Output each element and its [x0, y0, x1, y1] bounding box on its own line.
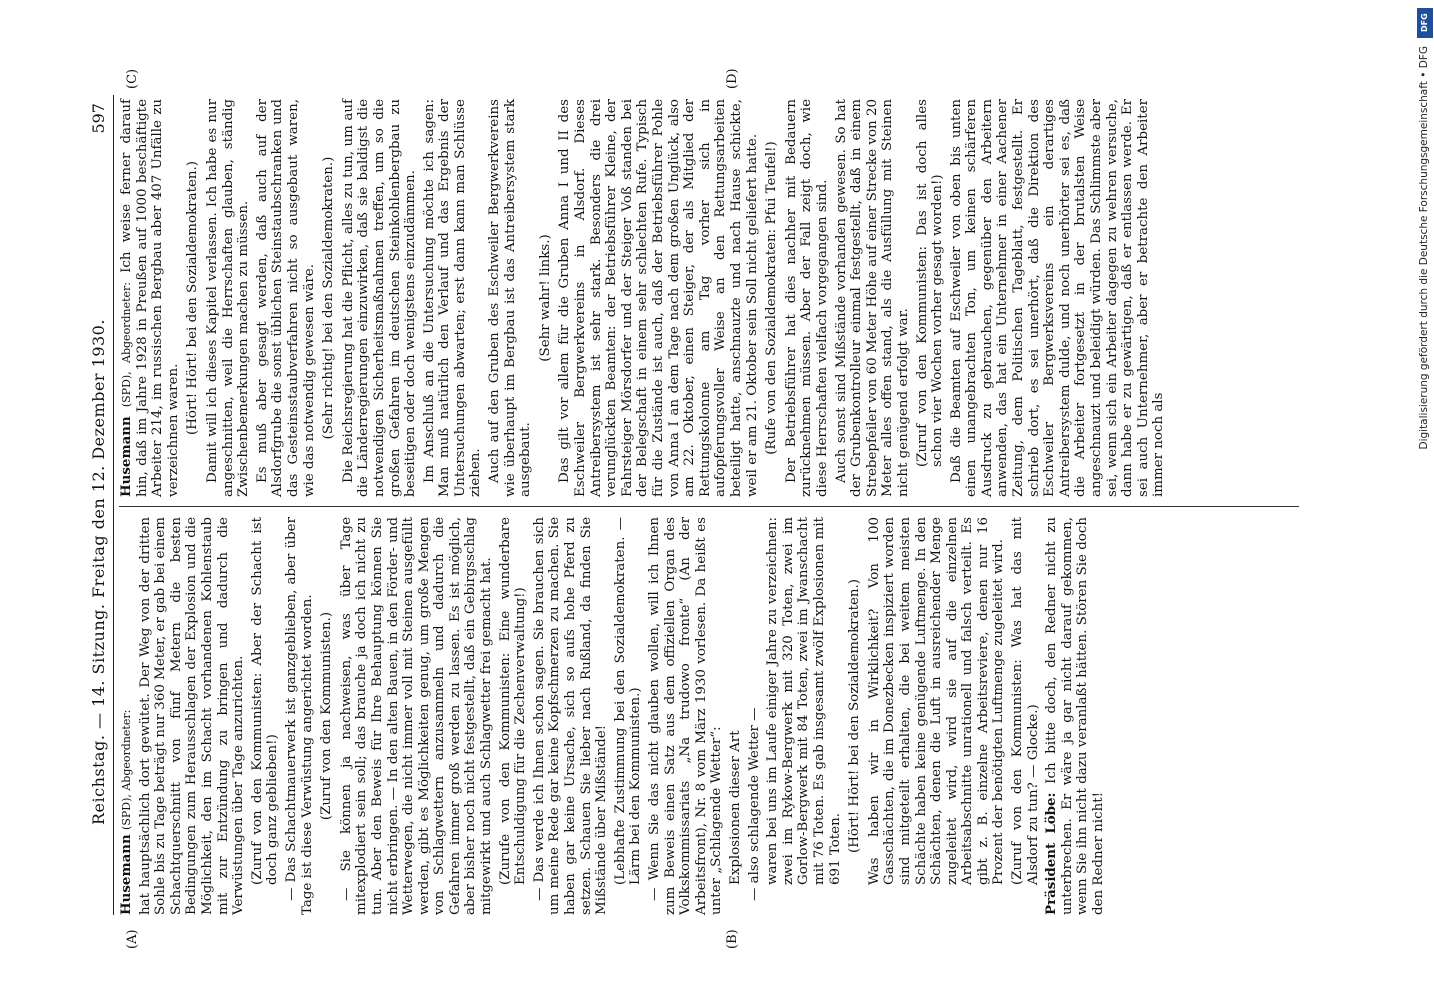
- paragraph: Das gilt vor allem für die Gruben Anna I und II des Eschweiler Bergwerkvereins in Alsdorf. Dieses Antreibersystem ist sehr stark. Besonders die drei verunglückten Beamten: der Betriebsführer Kleine, der Fahrsteiger Mörsdorfer und der Steiger Voß standen bei der Belegschaft in einem sehr schlechten Rufe. Typisch für die Zustände ist auch, daß der Betriebsführer Pohle von Anna I an dem Tage nach dem großen Unglück, also am 22. Oktober, einen Steiger, der als Mitglied der Rettungskolonne am Tag vorher sich in aufopferungsvoller Weise an den Rettungsarbeiten beteiligt hatte, anschnauzte und nach Hause schickte, weil er am 21. Oktober sein Soll nicht geliefert hatte.: [557, 99, 760, 497]
- interjection: (Lebhafte Zustimmung bei den Sozialdemokraten. — Lärm bei den Kommunisten.): [612, 517, 644, 885]
- quote-line: Explosionen dieser Art: [727, 730, 743, 885]
- paragraph: Im Anschluß an die Untersuchung möchte ich sagen: Man muß natürlich den Verlauf und das Ergebnis der Untersuchungen abwarten; erst dann kann man Schlüsse ziehen.: [421, 99, 484, 497]
- paragraph: Die Reichsregierung hat die Pflicht, alles zu tun, um auf die Länderregierungen einzuwirken, daß sie baldigst die notwendigen Sicherheitsmaßnahmen treffen, um so die großen Gefahren im deutschen Steinkohlenbergbau zu beseitigen oder doch wenigstens einzudämmen.: [340, 99, 419, 497]
- paragraph: Daß die Beamten auf Eschweiler von oben bis unten einen unangebrachten Ton, um keinen schärferen Ausdruck zu gebrauchen, gegenüber den Arbeitern anwenden, das hat ein Unternehmer in einer Aachener Zeitung, dem Politischen Tageblatt, festgestellt. Er schrieb dort, es sei unerhört, daß die Direktion des Eschweiler Bergwerksvereins ein derartiges Antreibersystem dulde, und noch unerhörter sei es, daß die Arbeiter fortgesetzt in der brutalsten Weise angeschnauzt und beleidigt würden. Das Schlimmste aber sei, wenn sich ein Arbeiter dagegen zu wehren versuche, dann habe er zu gewärtigen, daß er entlassen werde. Er sei auch Unternehmer, aber er betrachte den Arbeiter immer noch als: [948, 99, 1167, 497]
- margin-mark-d: (D): [725, 68, 740, 89]
- interjection: (Zuruf von den Kommunisten: Das ist doch alles schon vier Wochen vorher gesagt worden!): [914, 99, 946, 467]
- president-remark: [1044, 517, 1106, 915]
- interjection: (Hört! Hört! bei den Sozialdemokraten.): [185, 161, 201, 435]
- column-divider: [119, 506, 1299, 507]
- interjection: (Sehr wahr! links.): [537, 234, 553, 362]
- paragraph: Auch sonst sind Mißstände vorhanden gewesen. So hat der Grubenkontrolleur einmal festgestellt, daß in einem Strebepfeiler von 60 Meter Höhe auf einer Strecke von 20 Meter alles offen stand, als die Ausfüllung mit Steinen nicht genügend erfolgt war.: [833, 99, 911, 497]
- president-name: Präsident Löbe:: [1043, 792, 1060, 915]
- page-number: 597: [89, 103, 108, 134]
- paragraph: Ich weise ferner darauf hin, daß im Jahre 1928 in Preußen auf 1000 beschäftigte Arbeiter 214, im russischen Bergbau aber 407 Unfälle zu verzeichnen waren.: [119, 99, 181, 497]
- quote-line: — also schlagende Wetter —: [746, 707, 762, 901]
- interjection: (Zurufe von den Kommunisten: Eine wunderbare Entschuldigung für die Zechenverwaltung!): [497, 517, 529, 885]
- interjection: (Rufe von den Sozialdemokraten: Pfui Teufel!): [764, 141, 780, 455]
- paragraph: — Das werde ich Ihnen schon sagen. Sie brauchen sich um meine Rede gar keine Kopfschmerzen zu machen. Sie haben gar keine Ursache, sich so aufs hohe Pferd zu setzen. Schauen Sie lieber nach Rußland, da finden Sie Mißstände über Mißstände!: [531, 517, 610, 915]
- interjection: (Zuruf von den Kommunisten.): [319, 611, 335, 821]
- paragraph: — Wenn Sie das nicht glauben wollen, will ich Ihnen zum Beweis einen Satz aus dem offiziellen Organ des Volkskommissariats „Na trudowo fronte“ (An der Arbeitsfront), Nr. 8 vom März 1930 vorlesen. Da heißt es unter „Schlagende Wetter“:: [647, 517, 725, 915]
- paragraph: — Sie können ja nachweisen, was über Tage mitexplodiert sein soll; das brauche ja doch ich nicht zu tun. Aber den Beweis für Ihre Behauptung können Sie nicht erbringen. — In den alten Bauen, in den Förder- und Wetterwegen, die nicht immer voll mit Steinen ausgefüllt werden, gibt es Möglichkeiten genug, um große Mengen von Schlagwettern anzusammeln und dadurch die Gefahren immer groß werden zu lassen. Es ist möglich, aber bisher noch nicht festgestellt, daß ein Gebirgsschlag mitgewirkt und auch Schlagwetter frei gemacht hat.: [338, 517, 495, 915]
- funding-note: Digitalisierung gefördert durch die Deutsche Forschungsgemeinschaft • DFG: [1418, 46, 1430, 450]
- speaker-name: Husemann: [118, 834, 134, 915]
- quote-paragraph: waren bei uns im Laufe einiger Jahre zu verzeichnen: zwei im Rykow-Bergwerk mit 320 Toten, zwei im Gorlow-Bergwerk mit 84 Toten, zwei im Jwanschacht mit 76 Toten. Es gab insgesamt zwölf Explosionen mit 691 Toten.: [765, 517, 843, 885]
- paragraph: Der Betriebsführer hat dies nachher mit Bedauern zurücknehmen müssen. Aber der Fall zeigt doch, wie diese Herrschaften vielfach vorgegangen sind.: [783, 99, 830, 497]
- paragraph: Damit will ich dieses Kapitel verlassen. Ich habe es nur angeschnitten, weil die Herrschaften glauben, ständig Zwischenbemerkungen machen zu müssen.: [204, 99, 252, 497]
- document-page: [85, 68, 1305, 949]
- president-text: Ich bitte doch, den Redner nicht zu unterbrechen. Er wäre ja gar nicht darauf gekommen, wenn Sie ihn nicht dazu veranlaßt hätten. Stören Sie doch den Redner nicht!: [1044, 517, 1107, 915]
- interjection: (Zuruf von den Kommunisten: Aber der Schacht ist doch ganz geblieben!): [249, 517, 281, 885]
- interjection: (Zuruf von den Kommunisten: Was hat das mit Alsdorf zu tun? — Glocke.): [1010, 517, 1041, 885]
- margin-mark-c: (C): [125, 68, 140, 89]
- quote-paragraph: Was haben wir in Wirklichkeit? Von 100 Gasschächten, die im Donezbecken inspiziert worden sind mitgeteilt erhalten, die bei weitem meisten Schächte haben keine genügende Luftmenge. In den Schächten, denen die Luft in ausreichender Menge zugeleitet wird, wird sie auf die einzelnen Arbeitsabschnitte unrationell und falsch verteilt. Es gibt z. B. einzelne Arbeitsreviere, denen nur 16 Prozent der benötigten Luftmenge zugeleitet wird.: [866, 517, 1007, 885]
- page-title: Reichstag. — 14. Sitzung. Freitag den 12. Dezember 1930.: [89, 319, 108, 825]
- paragraph: hat hauptsächlich dort gewütet. Der Weg von der dritten Sohle bis zu Tage beträgt nur 360 Meter, er gab bei einem Schachtquerschnitt von fünf Metern die besten Bedingungen zum Herausschlagen der Explosion und die Möglichkeit, den im Schacht vorhandenen Kohlenstaub mit zur Entzündung zu bringen und dadurch die Verwüstungen über Tage anzurichten.: [137, 517, 247, 915]
- speaker-line: [119, 517, 135, 915]
- margin-mark-a: (A): [125, 929, 140, 949]
- dfg-logo-icon: DFG: [1417, 8, 1433, 38]
- dfg-sidebar: [1416, 6, 1434, 996]
- page-header: [85, 95, 114, 915]
- paragraph: Auch auf den Gruben des Eschweiler Bergwerkvereins wie überhaupt im Bergbau ist das Antreibersystem stark ausgebaut.: [487, 99, 534, 497]
- paragraph: Es muß aber gesagt werden, daß auch auf der Alsdorfgrube die sonst üblichen Steinstaubschranken und das Gesteinsstaubverfahren nicht so ausgebaut waren, wie das notwendig gewesen wäre.: [254, 99, 317, 497]
- speaker-role: (SPD), Abgeordneter:: [120, 282, 133, 408]
- interjection: (Hört! Hört! bei den Sozialdemokraten.): [847, 579, 863, 853]
- speaker-name: Husemann: [118, 416, 134, 497]
- speaker-line: [119, 99, 181, 497]
- right-column: [119, 99, 1170, 497]
- paragraph: — Das Schachtmauerwerk ist ganzgeblieben, aber über Tage ist diese Verwüstung angerichtet worden.: [283, 517, 315, 915]
- interjection: (Sehr richtig! bei den Sozialdemokraten.): [321, 156, 337, 440]
- margin-mark-b: (B): [725, 929, 740, 949]
- speaker-role: (SPD), Abgeordneter:: [120, 709, 133, 830]
- left-column: [119, 517, 1110, 915]
